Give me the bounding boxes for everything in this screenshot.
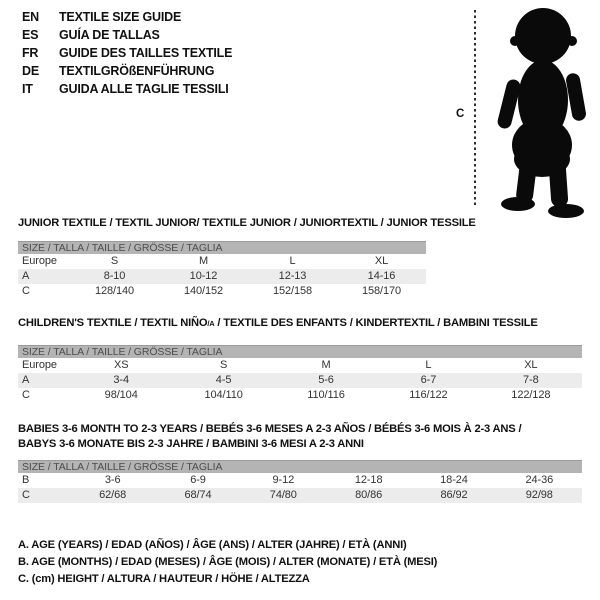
language-list: [22, 8, 232, 98]
row-label: B: [22, 474, 30, 486]
language-code: IT: [22, 82, 33, 96]
height-measure-line: [474, 10, 476, 208]
size-table-section: [18, 316, 582, 403]
cell-value: 74/80: [269, 489, 297, 501]
cell-value: 24-36: [525, 474, 554, 486]
cell-value: 140/152: [183, 285, 224, 297]
language-code: FR: [22, 46, 39, 60]
language-row: [22, 8, 232, 26]
cell-value: 98/104: [104, 389, 138, 401]
row-label: C: [22, 489, 30, 501]
table-title-part: /A: [207, 319, 215, 328]
language-title: TEXTILGRÖßENFÜHRUNG: [59, 64, 215, 78]
cell-value: 104/110: [204, 389, 243, 401]
language-title: TEXTILE SIZE GUIDE: [59, 10, 182, 24]
tables: [18, 216, 582, 503]
cell-value: 158/170: [361, 285, 402, 297]
table-row: [18, 269, 426, 284]
baby-arm-right: [565, 72, 587, 122]
row-label: A: [22, 374, 30, 386]
size-table-section: [18, 422, 582, 503]
size-table: [18, 241, 426, 299]
language-code: EN: [22, 10, 39, 24]
cell-value: 80/86: [355, 489, 383, 501]
language-row: [22, 44, 232, 62]
cell-value: 9-12: [272, 474, 295, 486]
cell-value: 3-4: [113, 374, 129, 386]
cell-value: 128/140: [94, 285, 135, 297]
baby-arm-left: [496, 78, 522, 130]
table-row: [18, 284, 426, 299]
row-label: Europe: [22, 359, 57, 371]
baby-silhouette-icon: [486, 5, 598, 218]
footnote-line: B. AGE (MONTHS) / EDAD (MESES) / ÂGE (MOIS) / ALTER (MONATE) / ETÀ (MESI): [18, 556, 438, 568]
table-row: [18, 358, 582, 373]
row-label: C: [22, 389, 30, 401]
content-area: [18, 216, 582, 588]
language-row: [22, 62, 232, 80]
table-row: [18, 254, 426, 269]
language-code: ES: [22, 28, 39, 42]
table-title-part: / TEXTILE DES ENFANTS / KINDERTEXTIL / BAMBINI TESSILE: [214, 317, 538, 329]
table-title: [18, 422, 582, 452]
cell-value: L: [425, 359, 432, 371]
size-header-bar: SIZE / TALLA / TAILLE / GRÖSSE / TAGLIA: [18, 241, 426, 254]
cell-value: L: [289, 255, 296, 267]
cell-value: 10-12: [189, 270, 218, 282]
cell-value: 68/74: [184, 489, 212, 501]
baby-leg-right: [548, 160, 568, 207]
table-title: JUNIOR TEXTILE / TEXTIL JUNIOR/ TEXTILE JUNIOR / JUNIORTEXTIL / JUNIOR TESSILE: [18, 217, 476, 229]
cell-value: 110/116: [307, 389, 345, 401]
language-title: GUIDE DES TAILLES TEXTILE: [59, 46, 233, 60]
size-table: [18, 345, 582, 403]
baby-ear-left: [510, 36, 520, 46]
baby-head: [515, 8, 571, 64]
cell-value: S: [110, 255, 119, 267]
height-label: C: [456, 108, 465, 120]
table-title-line: BABYS 3-6 MONATE BIS 2-3 JAHRE / BAMBINI 3-6 MESI A 2-3 ANNI: [18, 438, 364, 450]
table-title-line: BABIES 3-6 MONTH TO 2-3 YEARS / BEBÉS 3-6 MESES A 2-3 AÑOS / BÉBÉS 3-6 MOIS À 2-3 ANS /: [18, 423, 522, 435]
table-row: [18, 488, 582, 503]
size-header-bar: SIZE / TALLA / TAILLE / GRÖSSE / TAGLIA: [18, 345, 582, 358]
table-title: [18, 316, 582, 331]
cell-value: XL: [374, 255, 389, 267]
footnote-line: A. AGE (YEARS) / EDAD (AÑOS) / ÂGE (ANS) / ALTER (JAHRE) / ETÀ (ANNI): [18, 539, 407, 551]
cell-value: 6-9: [190, 474, 206, 486]
cell-value: 92/98: [525, 489, 553, 501]
cell-value: 86/92: [440, 489, 468, 501]
cell-value: 122/128: [511, 389, 551, 401]
size-header-bar: SIZE / TALLA / TAILLE / GRÖSSE / TAGLIA: [18, 460, 582, 473]
baby-ear-right: [567, 36, 577, 46]
cell-value: 18-24: [440, 474, 468, 486]
cell-value: 4-5: [215, 374, 232, 386]
language-title: GUIDA ALLE TAGLIE TESSILI: [59, 82, 229, 96]
table-title-part: CHILDREN'S TEXTILE / TEXTIL NIÑO: [18, 317, 208, 329]
table-row: [18, 473, 582, 488]
footnote-line: C. (cm) HEIGHT / ALTURA / HAUTEUR / HÖHE / ALTEZZA: [18, 573, 310, 585]
row-label: A: [22, 270, 30, 282]
cell-value: 5-6: [318, 374, 334, 386]
cell-value: 62/68: [99, 489, 127, 501]
row-label: C: [22, 285, 30, 297]
cell-value: XL: [524, 359, 538, 371]
language-title: GUÍA DE TALLAS: [59, 28, 160, 42]
cell-value: 7-8: [523, 374, 539, 386]
language-code: DE: [22, 64, 39, 78]
language-row: [22, 80, 232, 98]
baby-foot-left: [501, 197, 535, 211]
cell-value: 152/158: [272, 285, 313, 297]
cell-value: 8-10: [103, 270, 126, 282]
footnotes: [18, 537, 582, 588]
cell-value: 12-13: [278, 270, 307, 282]
cell-value: M: [198, 255, 209, 267]
cell-value: 12-18: [354, 474, 383, 486]
row-label: Europe: [22, 255, 57, 267]
cell-value: 3-6: [104, 474, 121, 486]
cell-value: 6-7: [420, 374, 437, 386]
table-row: [18, 388, 582, 403]
size-table-section: [18, 216, 582, 299]
size-table: [18, 460, 582, 503]
table-row: [18, 373, 582, 388]
cell-value: 116/122: [409, 389, 448, 401]
cell-value: S: [219, 359, 228, 371]
language-row: [22, 26, 232, 44]
cell-value: 14-16: [367, 270, 396, 282]
cell-value: XS: [113, 359, 129, 371]
cell-value: M: [321, 359, 331, 371]
